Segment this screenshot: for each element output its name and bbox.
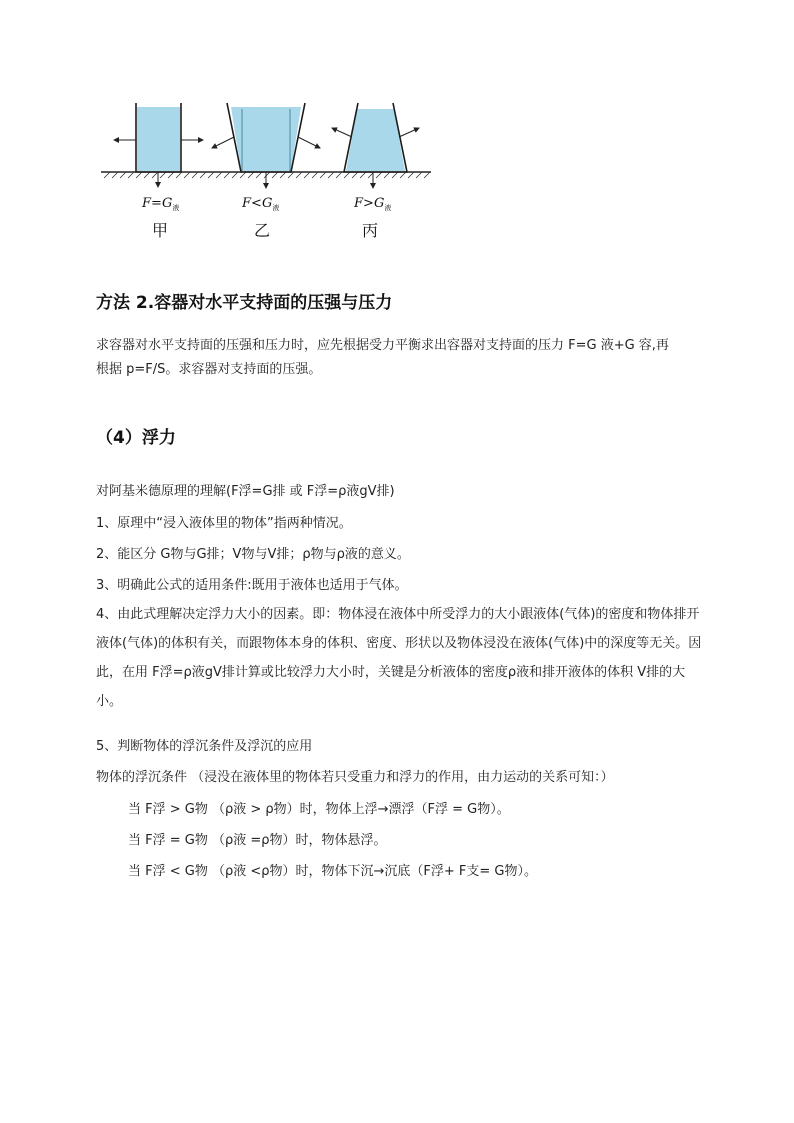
- list-item-4: 4、由此式理解决定浮力大小的因素。即：物体浸在液体中所受浮力的大小跟液体(气体)的密度和物体排开液体(气体)的体积有关，而跟物体本身的体积、密度、形状以及物体浸没在液体(气体)中的深度等无关。因此，在用 F浮=ρ液gV排计算或比较浮力大小时，关键是分析液体的密度ρ液和排开液体的体积 V排的大小。: [96, 607, 702, 709]
- arrow-left: [332, 128, 352, 137]
- method2-heading: 方法 2.容器对水平支持面的压强与压力: [96, 293, 393, 313]
- label-yi: [241, 196, 279, 240]
- method2-line1: 求容器对水平支持面的压强和压力时，应先根据受力平衡求出容器对支持面的压力 F=G 液+G 容,再: [96, 338, 669, 353]
- vessel-jia-liquid: [137, 107, 180, 171]
- list-item-5: 5、判断物体的浮沉条件及浮沉的应用: [96, 739, 313, 754]
- caption-jia: 甲: [152, 221, 169, 240]
- caption-yi: 乙: [254, 221, 271, 240]
- float-condition-intro: 物体的浮沉条件 （浸没在液体里的物体若只受重力和浮力的作用，由力运动的关系可知：）: [96, 770, 614, 785]
- label-bing: [353, 196, 391, 240]
- label-jia: [141, 196, 179, 240]
- vessel-yi: [212, 103, 320, 188]
- method2-paragraph: [96, 334, 706, 382]
- list-item-3: 3、明确此公式的适用条件:既用于液体也适用于气体。: [96, 578, 408, 593]
- caption-bing: 丙: [362, 221, 379, 240]
- vessel-pressure-figure: [96, 95, 436, 255]
- vessel-jia: [114, 103, 203, 187]
- method2-line2: 根据 p=F/S。求容器对支持面的压强。: [96, 362, 322, 377]
- vessel-diagram: [96, 95, 436, 255]
- formula-jia: $F=G_液$: [142, 196, 180, 212]
- float-case-suspend: 当 F浮 = G物 （ρ液 =ρ物）时，物体悬浮。: [128, 833, 387, 848]
- list-item-1: 1、原理中“浸入液体里的物体”指两种情况。: [96, 516, 352, 531]
- arrow-right: [298, 137, 320, 148]
- list-item-2: 2、能区分 G物与G排；V物与V排；ρ物与ρ液的意义。: [96, 547, 410, 562]
- ground-hatching: [104, 172, 430, 178]
- archimedes-intro: 对阿基米德原理的理解(F浮=G排 或 F浮=ρ液gV排): [96, 484, 395, 499]
- vessel-bing: [332, 103, 419, 188]
- float-case-rise: 当 F浮 > G物 （ρ液 > ρ物）时，物体上浮→漂浮（F浮 = G物）。: [128, 802, 510, 817]
- float-case-sink: 当 F浮 < G物 （ρ液 <ρ物）时，物体下沉→沉底（F浮+ F支= G物）。: [128, 864, 537, 879]
- arrow-right: [399, 128, 419, 137]
- formula-yi: $F<G_液$: [242, 196, 280, 212]
- arrow-left: [212, 137, 234, 148]
- formula-bing: $F>G_液$: [354, 196, 392, 212]
- buoyancy-heading: （4）浮力: [96, 428, 176, 448]
